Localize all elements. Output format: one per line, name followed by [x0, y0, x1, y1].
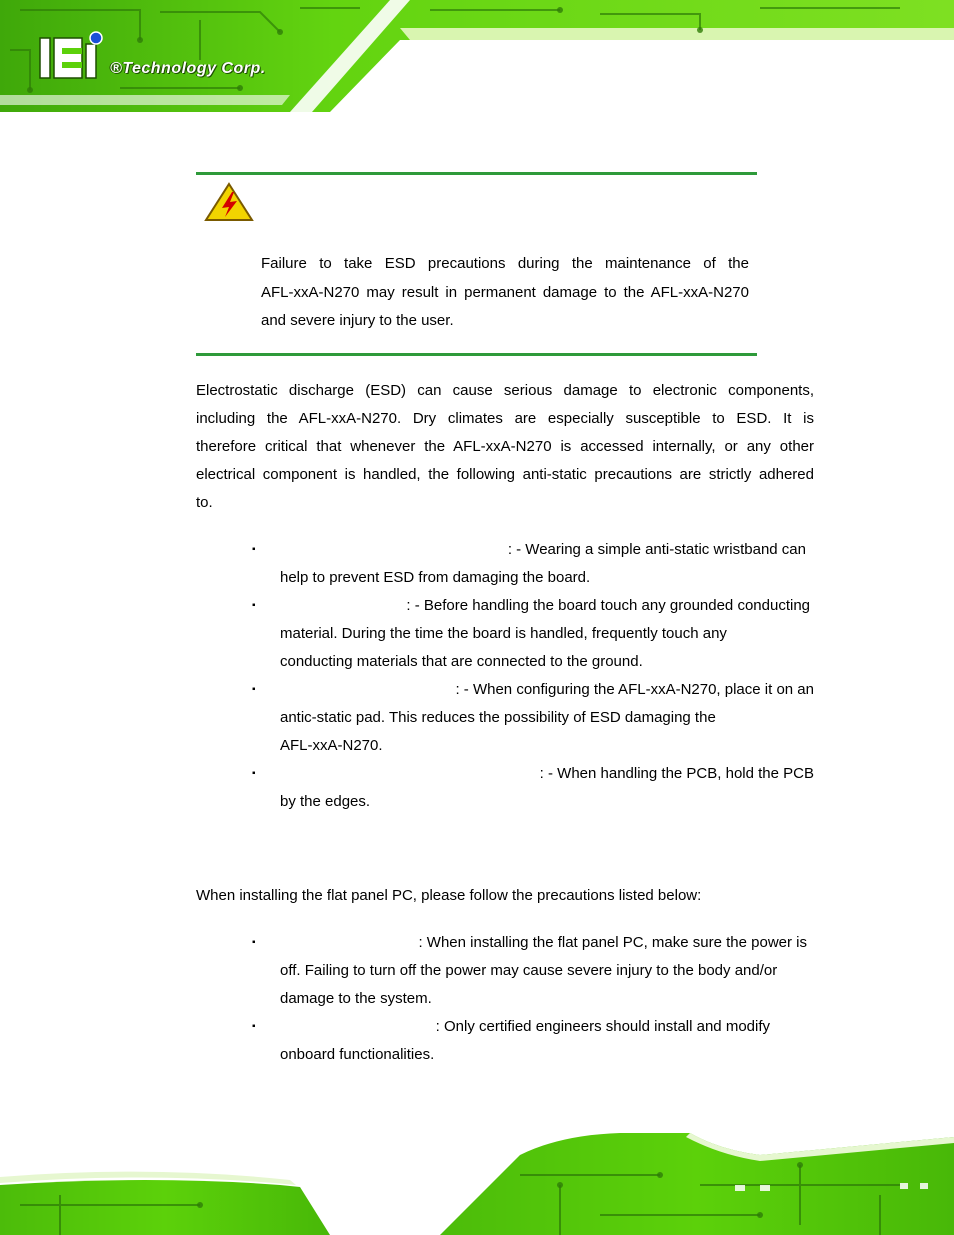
paragraph-line: Electrostatic discharge (ESD) can cause serious damage to electronic components, [196, 382, 814, 399]
square-bullet-icon: ▪ [252, 600, 256, 611]
square-bullet-icon: ▪ [252, 544, 256, 555]
warning-text [261, 250, 749, 336]
company-logo-text: ®Technology Corp. [110, 60, 266, 77]
list-item: ▪ : - Before handling the board touch any grounded conducting material. During the time the board is handled, frequently touch any conducting materials that are connected to the ground. [280, 592, 814, 676]
paragraph-line: including the AFL-xxA-N270. Dry climates are especially susceptible to ESD. It is [196, 410, 814, 427]
footer-banner [0, 1125, 954, 1235]
esd-intro-paragraph [196, 377, 814, 517]
warning-top-rule [196, 172, 757, 175]
list-item: ▪ : When installing the flat panel PC, make sure the power is off. Failing to turn off the power may cause severe injury to the body and/or damage to the system. [280, 929, 814, 1013]
warning-line: Failure to take ESD precautions during the maintenance of the [261, 255, 749, 272]
warning-box [196, 172, 757, 358]
square-bullet-icon: ▪ [252, 684, 256, 695]
square-bullet-icon: ▪ [252, 768, 256, 779]
warning-bottom-rule [196, 353, 757, 356]
install-intro-paragraph: When installing the flat panel PC, please follow the precautions listed below: [196, 887, 702, 904]
warning-line: and severe injury to the user. [261, 312, 454, 329]
list-item: ▪ : - Wearing a simple anti-static wristband can help to prevent ESD from damaging the board. [280, 536, 814, 592]
paragraph-line: to. [196, 494, 213, 511]
list-item: ▪ : Only certified engineers should install and modify onboard functionalities. [280, 1013, 814, 1069]
company-logo-icon [38, 30, 110, 80]
warning-triangle-icon [204, 182, 254, 222]
square-bullet-icon: ▪ [252, 937, 256, 948]
paragraph-line: electrical component is handled, the following anti-static precautions are strictly adhered [196, 466, 814, 483]
list-item: ▪ : - When configuring the AFL-xxA-N270, place it on an antic-static pad. This reduces the possibility of ESD damaging the AFL-xxA-N270. [280, 676, 814, 760]
paragraph-line: therefore critical that whenever the AFL-xxA-N270 is accessed internally, or any other [196, 438, 814, 455]
header-banner [0, 0, 954, 112]
list-item: ▪ : - When handling the PCB, hold the PCB by the edges. [280, 760, 814, 816]
square-bullet-icon: ▪ [252, 1021, 256, 1032]
warning-line: AFL-xxA-N270 may result in permanent damage to the AFL-xxA-N270 [261, 283, 749, 301]
